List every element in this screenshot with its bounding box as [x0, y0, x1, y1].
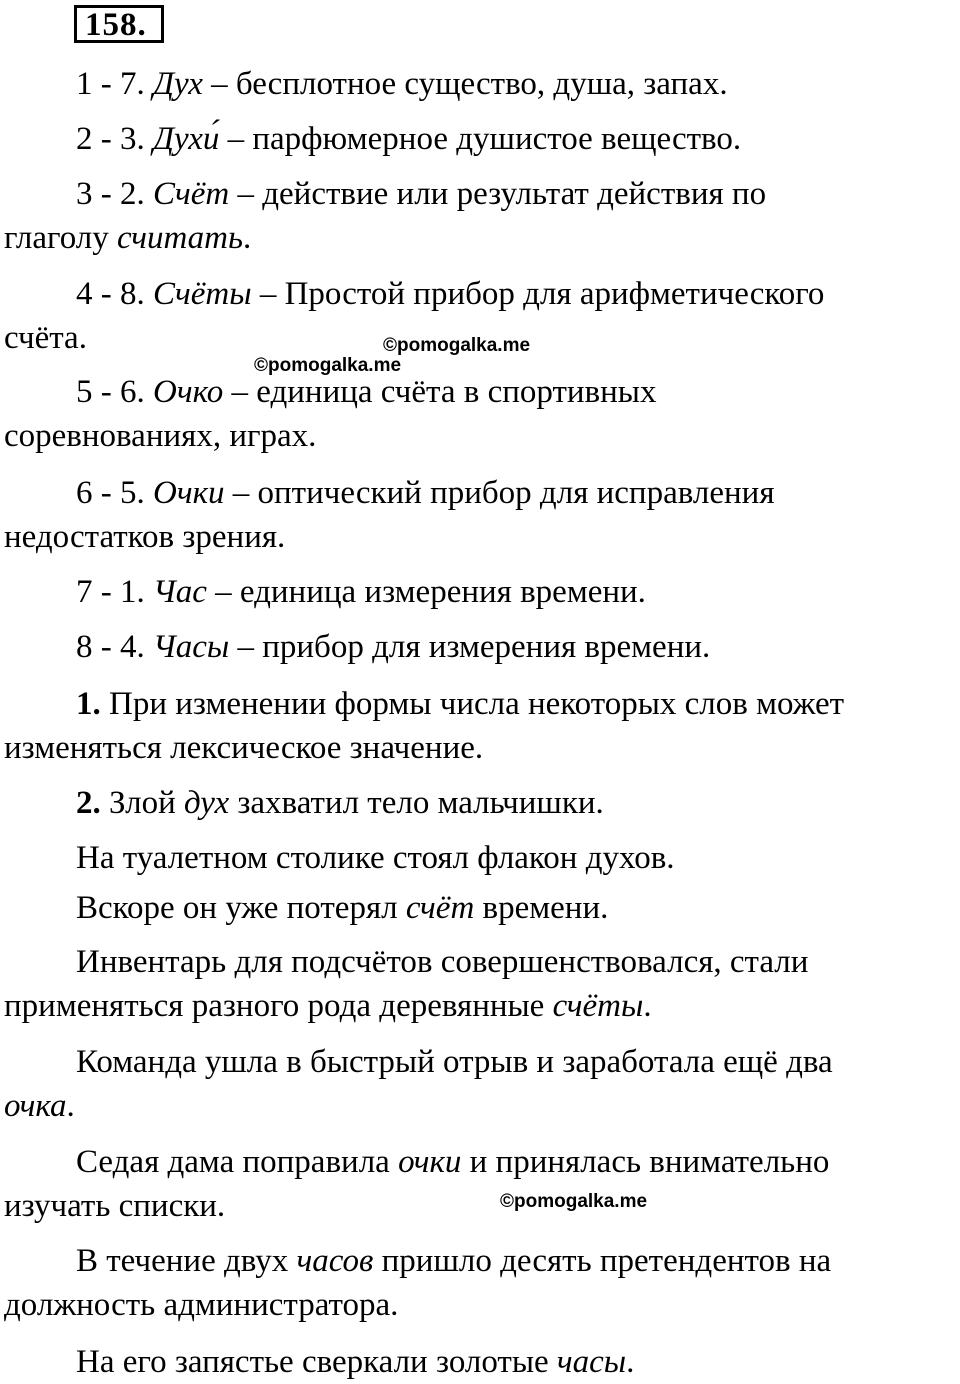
- answer-1: 1. При изменении формы числа некоторых слов может изменяться лексическое значение.: [4, 686, 845, 766]
- answer-2: 2. Злой дух захватил тело мальчишки.: [76, 785, 604, 821]
- sentence-7: В течение двух часов пришло десять претендентов на должность администратора.: [4, 1243, 832, 1323]
- definition-1: 1 - 7. Дух – бесплотное существо, душа, запах.: [76, 66, 728, 102]
- definition-6: 6 - 5. Очки – оптический прибор для исправления недостатков зрения.: [4, 475, 775, 555]
- sentence-2: На туалетном столике стоял флакон духов.: [76, 840, 675, 876]
- definition-8: 8 - 4. Часы – прибор для измерения времени.: [76, 629, 711, 665]
- definition-7: 7 - 1. Час – единица измерения времени.: [76, 574, 646, 610]
- sentence-4: Инвентарь для подсчётов совершенствовался, стали применяться разного рода деревянные счёты.: [4, 944, 809, 1024]
- sentence-6: Седая дама поправила очки и принялась внимательно изучать списки.: [4, 1144, 830, 1224]
- sentence-5: Команда ушла в быстрый отрыв и заработала ещё два очка.: [4, 1044, 833, 1124]
- definition-2: 2 - 3. Духи́ – парфюмерное душистое вещество.: [76, 121, 742, 157]
- definition-3: 3 - 2. Счёт – действие или результат действия по глаголу считать.: [4, 176, 767, 256]
- definition-4: 4 - 8. Счёты – Простой прибор для арифметического счёта.: [4, 276, 825, 356]
- exercise-number: 158.: [74, 5, 164, 43]
- sentence-3: Вскоре он уже потерял счёт времени.: [76, 890, 609, 926]
- watermark: ©pomogalka.me: [383, 335, 531, 356]
- sentence-8: На его запястье сверкали золотые часы.: [76, 1344, 635, 1380]
- watermark: ©pomogalka.me: [500, 1191, 648, 1212]
- watermark: ©pomogalka.me: [254, 355, 402, 376]
- definition-5: 5 - 6. Очко – единица счёта в спортивных соревнованиях, играх.: [4, 374, 657, 454]
